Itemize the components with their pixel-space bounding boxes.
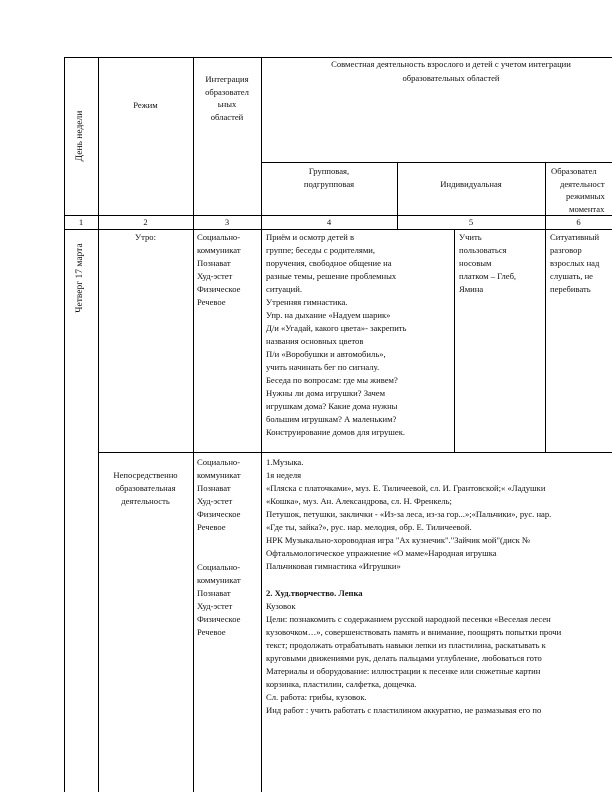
col-number-3: 3 bbox=[224, 217, 230, 227]
individual-column-header: Индивидуальная bbox=[440, 179, 502, 189]
border-morning-bottom bbox=[98, 452, 612, 453]
day-label: Четверг 17 марта bbox=[75, 243, 85, 313]
mode-column-header: Режим bbox=[133, 100, 158, 110]
border-day-mode bbox=[98, 57, 99, 792]
border-mode-area bbox=[193, 57, 194, 792]
col-number-2: 2 bbox=[143, 217, 148, 227]
border-group-individual-morning bbox=[454, 229, 455, 452]
col-number-6: 6 bbox=[576, 217, 581, 227]
col-number-1: 1 bbox=[78, 217, 84, 227]
day-column-header: День недели bbox=[75, 110, 85, 162]
col-number-5: 5 bbox=[468, 217, 474, 227]
art-lesson-title: 2. Худ.творчество. Лепка bbox=[266, 588, 363, 598]
border-left bbox=[64, 57, 65, 792]
col-number-4: 4 bbox=[326, 217, 332, 227]
border-subheader bbox=[261, 162, 612, 163]
morning-mode: Утро: bbox=[135, 232, 156, 242]
plan-page: День недели Режим Интеграция образовател ьных областей Совместная деятельность взрослого и детей с учетом интеграции образовательных областей Групповая, подгрупповая Индивидуальная Образовател деятельност режимных моментах 1 2 3 4 5 6 Четверг 17 марта Утро: Социально- коммуникат Познават Худ-эстет Физическое Речевое Приём и осмотр детей в группе; беседы с родителями, поручения, свободное общение на разные темы, решение проблемных ситуаций. Утренняя гимнастика. Упр. на дыхание «Надуем шарик» Д/и «Угадай, какого цвета»- закрепить названия основных цветов П/и «Воробушки и автомобиль», учить начинать бег по сигналу. Беседа по вопросам: где мы живем? Нужны ли дома игрушки? Зачем игрушкам дома? Какие дома нужны большим игрушкам? А маленьким? Конструирование домов для игрушек. Учить пользоваться носовым платком – Глеб, Ямина Ситуативный разговор взрослых над слушать, не перебивать Непосредственно образовательная деятельность Социально- коммуникат Познават Худ-эстет Физическое Речевое Социально- коммуникат Познават Худ-эстет Физическое Речевое 1.Музыка. 1я неделя «Пляска с платочками», муз. Е. Тиличеевой, сл. И. Грантовской;« «Ладушки «Кошка», муз. Ан. Александрова, сл. Н. Френкель; Петушок, петушки, заклички - «Из-за леса, из-за гор...»;«Пальчики», рус. нар. «Где ты, зайка?», рус. нар. мелодия, обр. Е. Тиличеевой. НРК Музыкально-хороводная игра "Ах кузнечик"."Зайчик мой"(диск № Офтальмологическое упражнение «О маме»Народная игрушка Пальчиковая гимнастика «Игрушки» 2. Худ.творчество. Лепка Кузовок Цели: познакомить с содержанием русской народной песенки «Веселая лесен кузовочком…», совершенствовать память и внимание, поощрять попытки прочи текст; продолжать отрабатывать навыки лепки из пластилина, раскатывать к круговыми движениями рук, делать пальцами углубление, любоваться гото Материалы и оборудование: иллюстрации к песенке или сюжетные картин корзинка, пластилин, салфетка, дощечка. Сл. работа: грибы, кузовок. Инд работ : учить работать с пластилином аккуратно, не размазывая его по bbox=[0, 0, 612, 792]
border-numbers-bottom bbox=[64, 229, 612, 230]
border-individual-edu bbox=[545, 162, 546, 452]
